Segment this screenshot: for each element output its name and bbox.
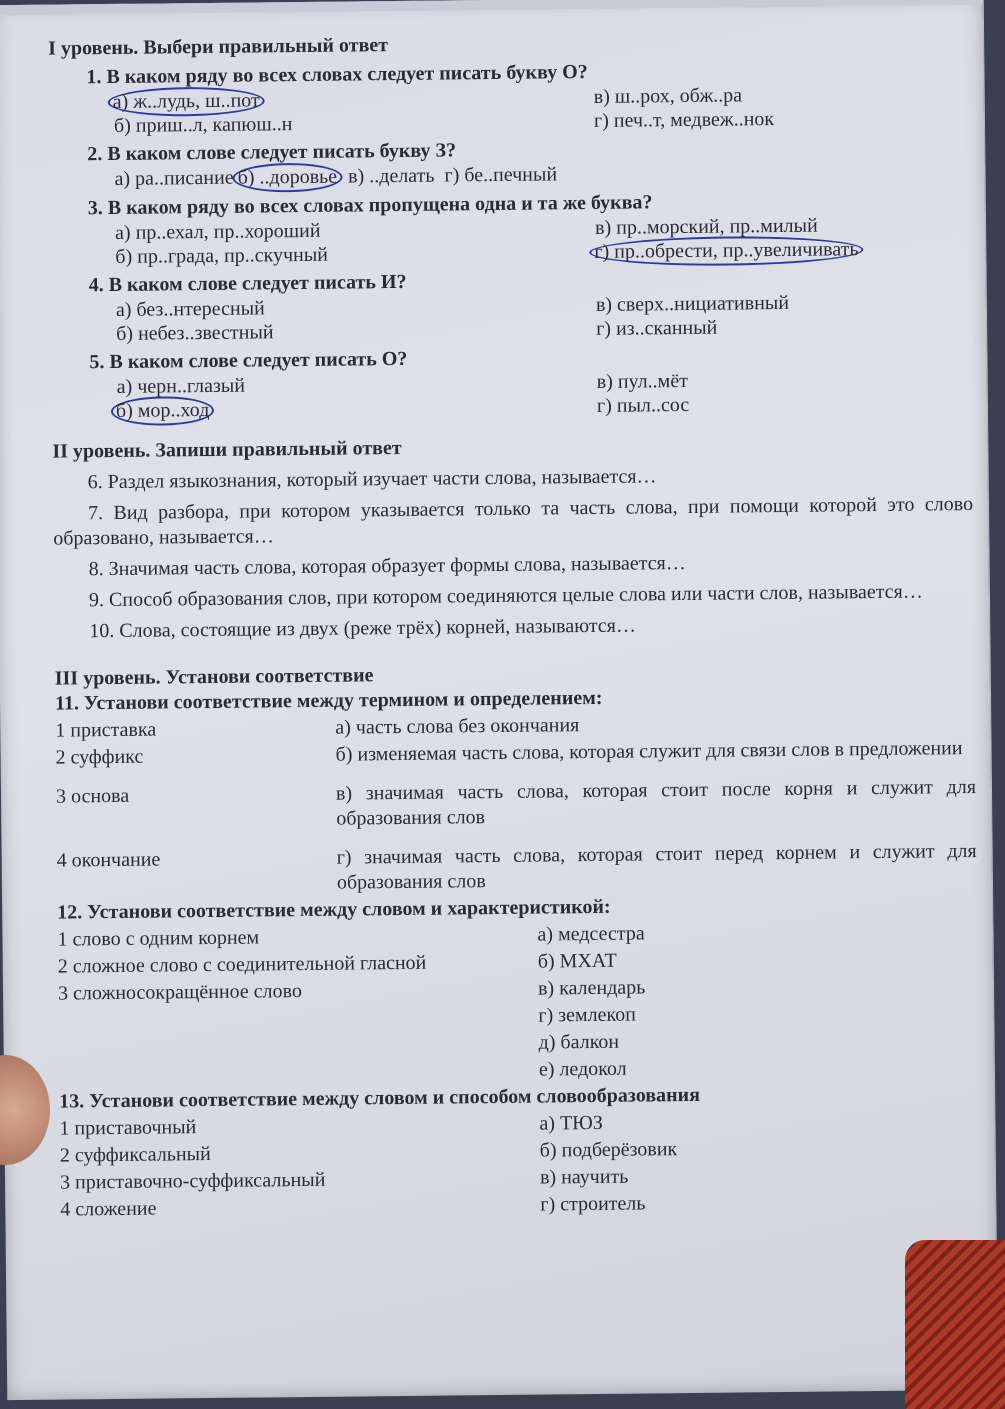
q13-right-a: а) ТЮЗ [539,1111,603,1135]
question-5: 5. В каком слове следует писать О? [89,347,408,374]
task-7: 7. Вид разбора, при котором указывается только та часть слова, при помощи которой это слово образовано, называется… [53,492,974,550]
q4-option-b: б) небез..звестный [116,321,274,345]
q12-left-2: 2 сложное слово с соединительной гласной [57,951,427,978]
q13-left-3: 3 приставочно-суффиксальный [59,1168,326,1194]
q4-option-v: в) сверх..нициативный [595,291,790,316]
q12-right-g: г) землекоп [538,1003,637,1027]
level1-heading: I уровень. Выбери правильный ответ [48,34,389,60]
question-5-options [52,366,972,424]
q11-def-v: в) значимая часть слова, которая стоит после корня и служит для образования слов [335,775,977,830]
question-1: 1. В каком ряду во всех словах следует писать букву О? [86,61,588,89]
q11-def-g: г) значимая часть слова, которая стоит перед корнем и служит для образования слов [336,839,977,894]
q2-option-g: г) бе..печный [444,163,558,187]
question-3: 3. В каком ряду во всех словах пропущена одна и та же буква? [87,191,653,220]
q12-right-e: е) ледокол [538,1057,627,1081]
q11-term-3: 3 основа [55,784,130,808]
q11-term-4: 4 окончание [56,848,161,872]
question-1-options [49,81,969,139]
q5-option-v: в) пул..мёт [596,369,688,393]
q13-right-b: б) подберёзовик [539,1138,678,1162]
q1-option-b: б) приш..л, капюш..н [113,113,293,137]
answer-mark-circle [111,396,215,426]
q13-left-4: 4 сложение [60,1197,157,1221]
q13-left-1: 1 приставочный [59,1116,197,1140]
task-10: 10. Слова, состоящие из двух (реже трёх) корней, называются… [89,614,637,643]
q5-option-a: а) черн..глазый [116,374,246,398]
q12-left-3: 3 сложносокращённое слово [57,980,303,1005]
worksheet-content [48,27,980,1225]
q5-option-g: г) пыл..сос [596,393,690,417]
q11-pair-4 [57,839,977,899]
q4-option-a: а) без..нтересный [115,297,265,321]
q2-option-b: б) ..доровье [237,165,338,189]
question-13: 13. Установи соответствие между словом и способом словообразования [59,1083,701,1113]
q2-option-a: а) ра..писание [114,166,234,190]
q13-right-g: г) строитель [540,1192,646,1216]
question-2: 2. В каком слове следует писать букву З? [87,139,457,166]
level3-heading: III уровень. Установи соответствие [54,664,374,690]
question-11: 11. Установи соответствие между термином и определением: [54,686,603,715]
paper-top-edge [0,0,983,15]
question-4: 4. В каком слове следует писать И? [88,270,407,297]
q2-option-v: в) ..делать [347,164,435,188]
q1-option-v: в) ш..рох, обж..ра [593,84,743,108]
red-cord-photo-artifact [905,1240,1005,1409]
task-8: 8. Значимая часть слова, которая образует формы слова, называется… [88,552,686,581]
q3-option-v: в) пр..морский, пр..милый [594,214,818,239]
q13-right-v: в) научить [539,1165,629,1189]
q11-def-a: а) часть слова без окончания [335,714,580,739]
question-3-options [50,212,970,270]
answer-mark-circle [589,235,863,267]
task-9: 9. Способ образования слов, при котором соединяются целые слова или части слов, называется… [88,580,923,612]
q11-term-1: 1 приставка [55,718,157,742]
q11-term-2: 2 суффикс [55,745,144,769]
q12-left-1: 1 слово с одним корнем [57,926,260,951]
q1-option-a: а) ж..лудь, ш..пот [112,89,260,113]
q12-right-b: б) МХАТ [537,949,617,973]
q1-option-g: г) печ..т, медвеж..нок [593,108,775,132]
question-12: 12. Установи соответствие между словом и характеристикой: [57,895,611,924]
level2-heading: II уровень. Запиши правильный ответ [52,436,402,463]
answer-mark-circle [233,163,343,193]
q11-def-b: б) изменяемая часть слова, которая служит для связи слов в предложении [335,737,963,766]
q3-option-b: б) пр..града, пр..скучный [115,243,329,268]
q11-pair-3 [56,775,976,835]
q12-right-d: д) балкон [538,1030,620,1054]
q13-left-2: 2 суффиксальный [59,1143,211,1167]
q4-option-g: г) из..сканный [596,316,718,340]
q3-option-a: а) пр..ехал, пр..хороший [114,219,321,244]
task-6: 6. Раздел языкознания, который изучает части слова, называется… [87,465,657,494]
q3-option-g: г) пр..обрести, пр..увеличивать [594,238,859,263]
question-4-options [51,289,971,347]
q12-right-v: в) календарь [537,976,646,1000]
q12-right-a: а) медсестра [537,922,645,946]
q5-option-b: б) мор..ход [115,398,210,422]
